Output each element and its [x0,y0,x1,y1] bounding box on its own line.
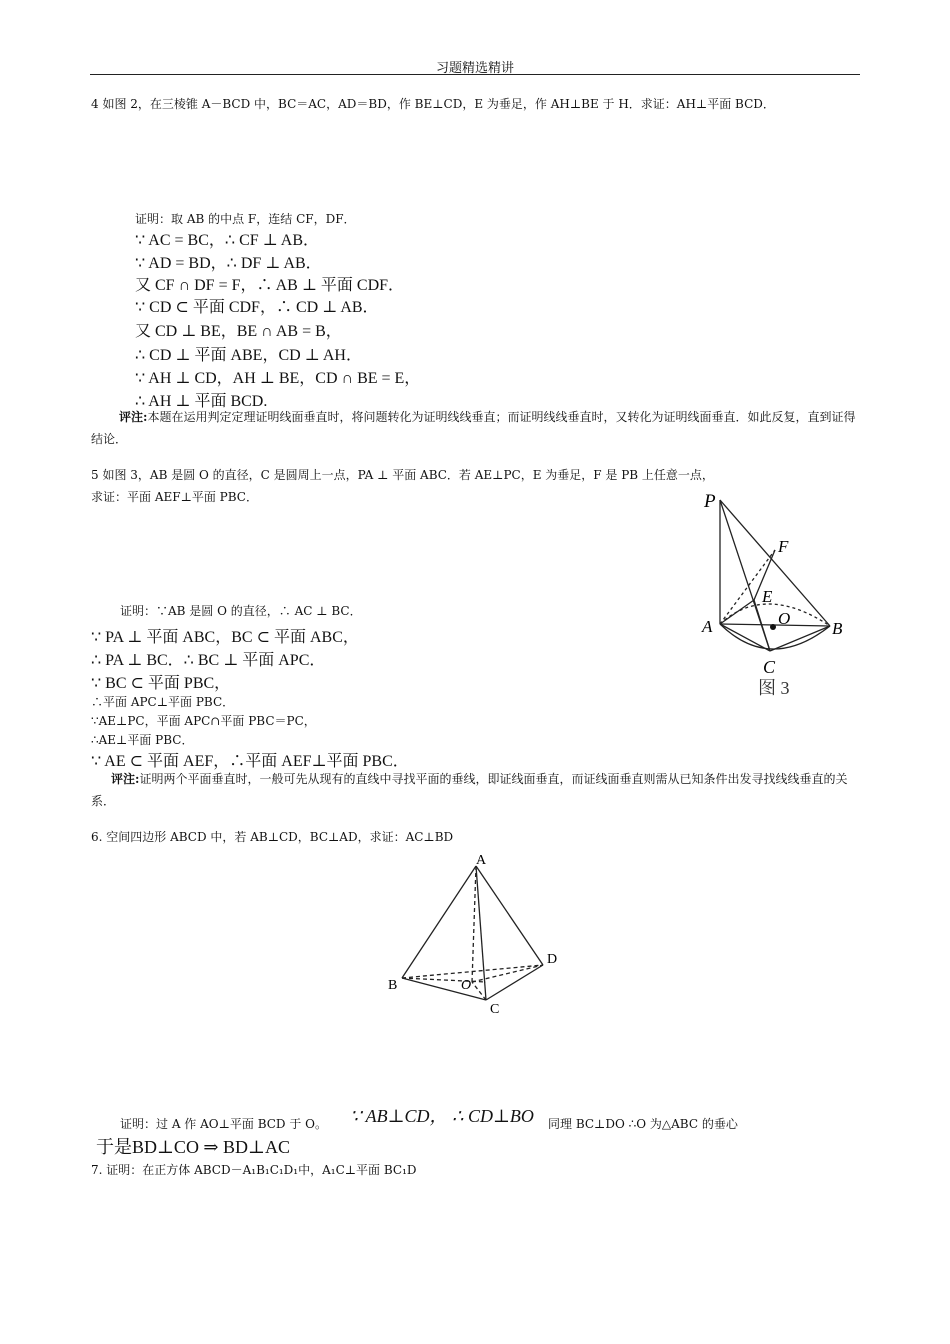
p5-comment-label: 评注: [111,772,140,786]
p6-proof-formula: ∵ AB⊥CD， ∴ CD⊥BO [350,1106,534,1126]
p4-comment-text: 本题在运用判定定理证明线面垂直时，将问题转化为证明线线垂直；而证明线线垂直时，又转化为证明线面垂直．如此反复，直到证得结论． [91,410,856,446]
p5-comment [91,768,861,812]
p4-proof-line-7: ∴ CD ⊥ 平面 ABE，CD ⊥ AH． [135,347,362,364]
p4-proof-line-8: ∵ AH ⊥ CD，AH ⊥ BE，CD ∩ BE = E， [135,370,421,387]
fig3-center-dot [770,624,776,630]
problem-5-question-line-2: 求证：平面 AEF⊥平面 PBC． [91,490,258,504]
fig3-label-F: F [778,537,789,556]
p5-proof-line-2: ∵ PA ⊥ 平面 ABC，BC ⊂ 平面 ABC， [91,629,359,646]
problem-7-text: 7. 证明：在正方体 ABCD－A₁B₁C₁D₁中，A₁C⊥平面 BC₁D [91,1163,417,1177]
fig3-label-B: B [832,619,843,638]
p5-proof-line-5: ∴平面 APC⊥平面 PBC． [91,695,235,709]
fig3-caption: 图 3 [758,678,790,698]
p4-comment-label: 评注: [119,410,148,424]
fig3-label-A: A [702,617,713,636]
problem-6-question: 6. 空间四边形 ABCD 中，若 AB⊥CD，BC⊥AD，求证：AC⊥BD [91,830,454,844]
p5-comment-text: 证明两个平面垂直时，一般可先从现有的直线中寻找平面的垂线，即证线面垂直，而证线面垂直则需从已知条件出发寻找线线垂直的关系． [91,772,848,808]
pyr-label-B: B [388,978,398,993]
fig3-label-O: O [778,609,791,628]
p4-proof-line-2: ∵ AC = BC，∴ CF ⊥ AB． [135,232,320,249]
p5-proof-line-4: ∵ BC ⊂ 平面 PBC， [91,675,231,692]
p5-proof-line-7: ∴AE⊥平面 PBC． [91,733,194,747]
problem-5-question-line-1: 5 如图 3，AB 是圆 O 的直径，C 是圆周上一点，PA ⊥ 平面 ABC．若 AE⊥PC，E 为垂足，F 是 PB 上任意一点， [91,468,714,482]
fig3-label-P: P [704,491,716,512]
figure-3-cone [690,488,860,703]
p5-proof-line-3: ∴ PA ⊥ BC．∴ BC ⊥ 平面 APC． [91,652,326,669]
fig3-edge-CB [770,626,830,651]
fig3-label-E: E [762,587,773,606]
p5-proof-line-1: 证明：∵AB 是圆 O 的直径，∴ AC ⊥ BC． [120,604,362,618]
p4-proof-line-6: 又 CD ⊥ BE，BE ∩ AB = B， [135,323,342,340]
p4-proof-line-5: ∵ CD ⊂ 平面 CDF，∴ CD ⊥ AB． [135,299,379,316]
pyr-label-C: C [490,1002,500,1017]
p4-proof-line-1: 证明：取 AB 的中点 F，连结 CF，DF． [135,212,356,226]
p5-proof-line-8: ∵ AE ⊂ 平面 AEF，∴平面 AEF⊥平面 PBC． [91,753,409,770]
pyr-label-O: O [461,978,472,993]
pyr-label-D: D [547,952,558,967]
pyr-height-AO-dashed [472,866,476,982]
p6-proof-prefix: 证明：过 A 作 AO⊥平面 BCD 于 O。 [120,1117,328,1131]
page-header-title: 习题精选精讲 [435,61,514,76]
pyr-edge-AB [402,866,476,978]
pyr-edge-CD [486,965,543,1000]
fig3-edge-AE [720,600,754,624]
problem-4-question: 4 如图 2，在三棱锥 A－BCD 中，BC＝AC，AD＝BD，作 BE⊥CD，E 为垂足，作 AH⊥BE 于 H．求证：AH⊥平面 BCD． [91,97,775,111]
p4-proof-line-9: ∴ AH ⊥ 平面 BCD. [135,393,268,410]
fig3-label-C: C [763,657,776,677]
p4-proof-line-4: 又 CF ∩ DF = F，∴ AB ⊥ 平面 CDF． [135,277,405,294]
p6-proof-suffix: 同理 BC⊥DO ∴O 为△ABC 的垂心 [548,1117,738,1131]
p6-proof-line-2: 于是BD⊥CO ⇒ BD⊥AC [96,1137,290,1157]
p4-comment [91,406,861,450]
figure-pyramid-ABCD [380,850,570,1020]
p5-proof-line-6: ∵AE⊥PC，平面 APC∩平面 PBC＝PC， [91,714,316,728]
pyr-edge-AD [476,866,543,965]
header-rule [90,74,860,75]
p4-proof-line-3: ∵ AD = BD，∴ DF ⊥ AB． [135,255,322,272]
pyr-label-A: A [476,853,487,868]
pyr-line-OD-dashed [472,965,543,982]
fig3-edge-PB [720,500,830,626]
